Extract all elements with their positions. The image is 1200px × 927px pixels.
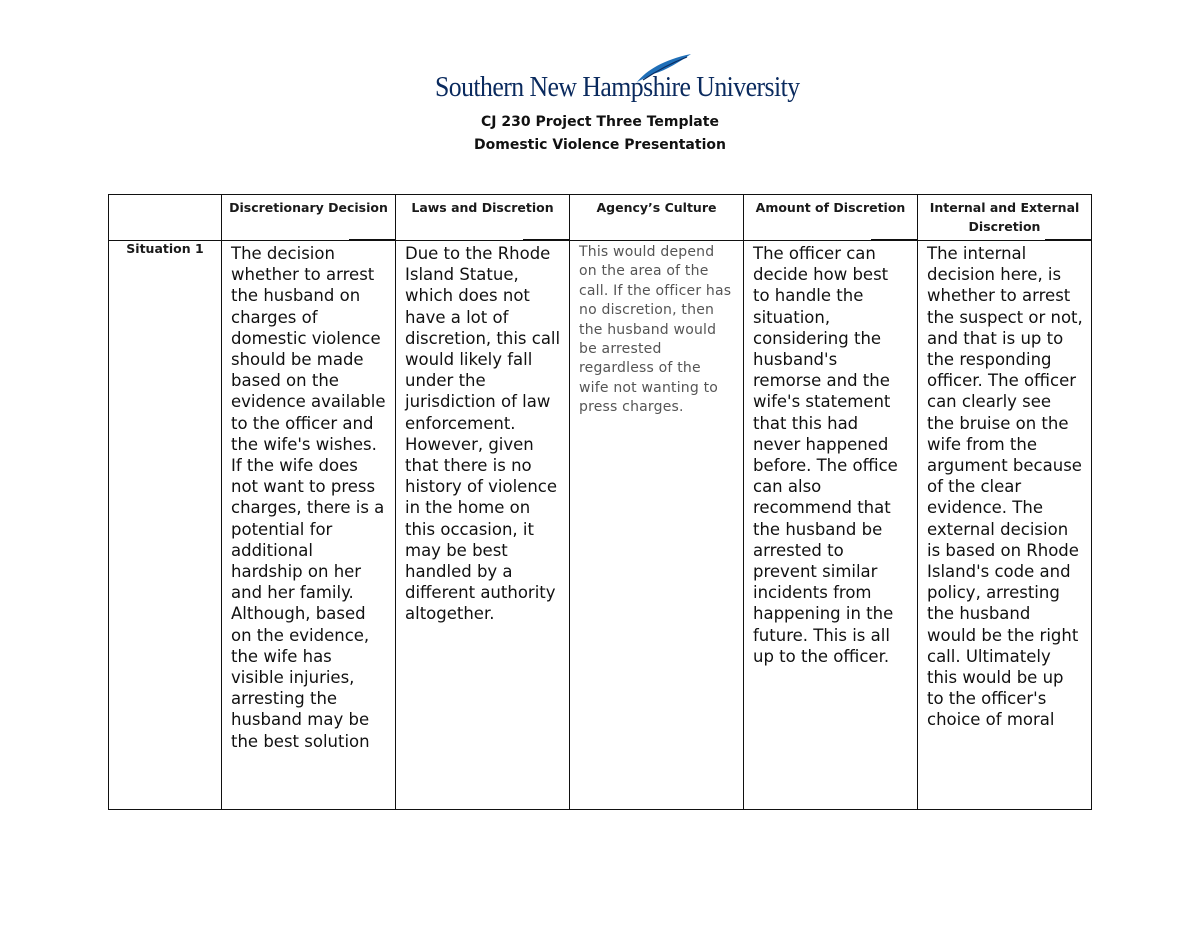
header-discretionary-decision: [222, 195, 396, 241]
header-rule: [1045, 239, 1091, 240]
cell-text: The internal decision here, is whether to arrest the suspect or not, and that is up to the responding officer. The officer can clearly see the bruise on the wife from the argument because of the clear evidence. The external decision is based on Rhode Island's code and policy, arresting the husband would be the right call. Ultimately this would be up to the officer's choice of moral: [927, 244, 1083, 730]
cell-discretionary-decision: [222, 241, 396, 810]
header-rule: [871, 239, 917, 240]
header-label: Laws and Discretion: [411, 200, 554, 215]
header-internal-external-discretion: [918, 195, 1092, 241]
header-label: Internal and External Discretion: [929, 200, 1080, 234]
discretion-table: [108, 194, 1092, 810]
header-rule: [523, 239, 569, 240]
cell-text: Due to the Rhode Island Statue, which does not have a lot of discretion, this call would likely fall under the jurisdiction of law enforcement. However, given that there is no history of violence in the home on this occasion, it may be best handled by a different authority altogether.: [405, 244, 561, 624]
cell-text: The officer can decide how best to handle the situation, considering the husband's remorse and the wife's statement that this had never happened before. The office can also recommend that the husband be arrested to prevent similar incidents from happening in the future. This is all up to the officer.: [753, 244, 898, 666]
table-header-row: [109, 195, 1092, 241]
cell-agency-culture: [570, 241, 744, 810]
document-title: CJ 230 Project Three Template: [481, 114, 719, 130]
cell-text: The decision whether to arrest the husband on charges of domestic violence should be made based on the evidence available to the officer and the wife's wishes. If the wife does not want to press charges, there is a potential for additional hardship on her and her family. Although, based on the evidence, the wife has visible injuries, arresting the husband may be the best solution: [231, 244, 386, 751]
cell-text: This would depend on the area of the call. If the officer has no discretion, then the husband would be arrested regardless of the wife not wanting to press charges.: [579, 244, 732, 416]
header-rule: [349, 239, 395, 240]
cell-amount-of-discretion: [744, 241, 918, 810]
header-label: Discretionary Decision: [229, 200, 388, 215]
cell-laws-and-discretion: [396, 241, 570, 810]
header-blank: [109, 195, 222, 241]
row-label: Situation 1: [109, 241, 222, 810]
header-agency-culture: [570, 195, 744, 241]
header-label: Amount of Discretion: [755, 200, 906, 215]
logo-wordmark: Southern New Hampshire University: [435, 72, 800, 103]
table-row: [109, 241, 1092, 810]
university-logo: [435, 52, 800, 108]
header-amount-of-discretion: [744, 195, 918, 241]
document-subtitle: Domestic Violence Presentation: [474, 137, 726, 153]
header-laws-and-discretion: [396, 195, 570, 241]
header-label: Agency’s Culture: [596, 200, 717, 215]
document-title-block: [0, 111, 1200, 157]
cell-internal-external-discretion: [918, 241, 1092, 810]
